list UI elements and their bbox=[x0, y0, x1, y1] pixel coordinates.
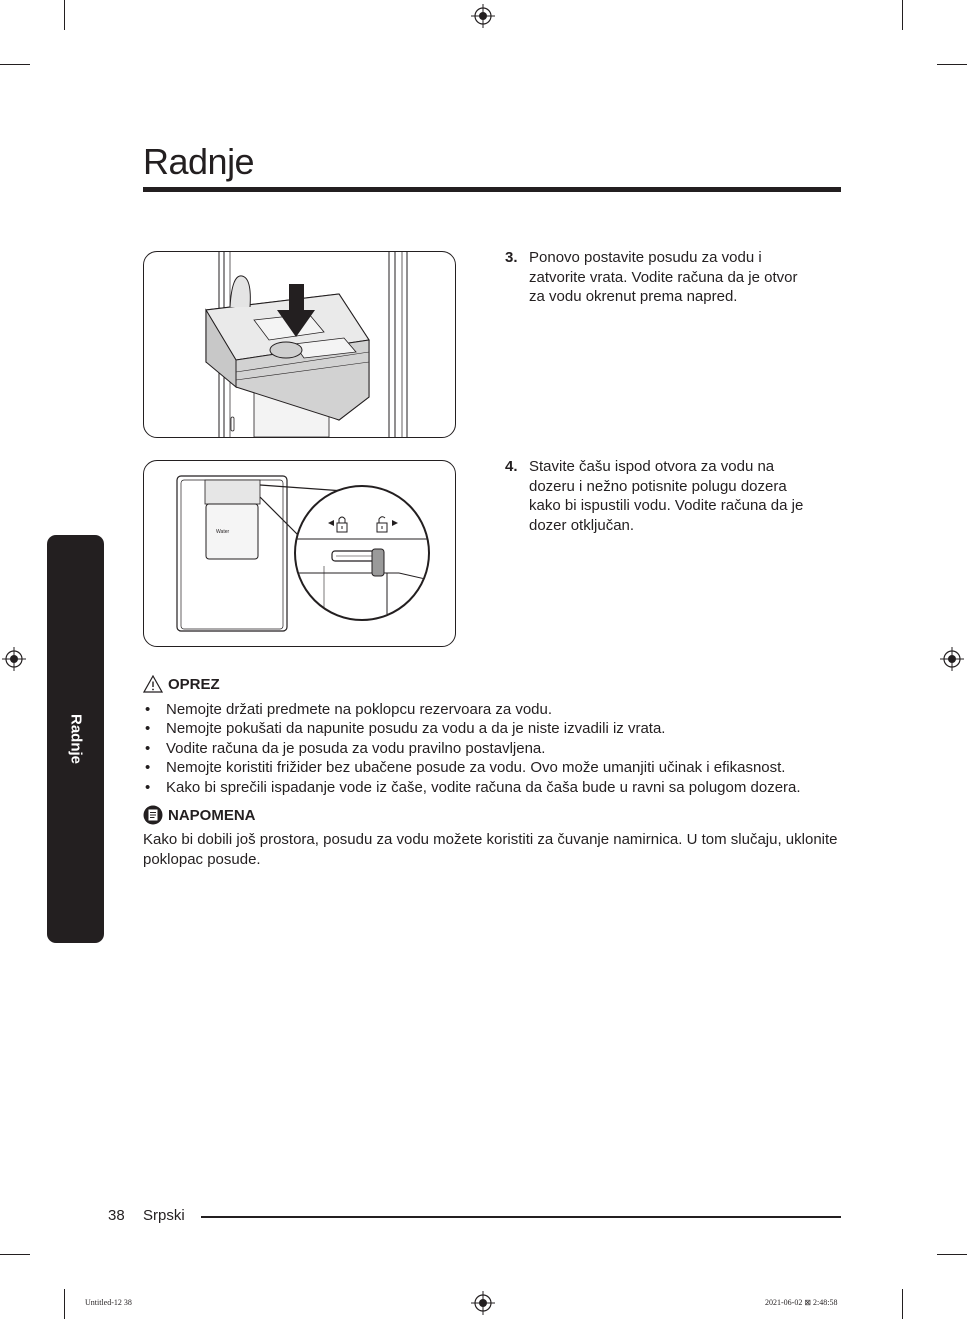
step-4 bbox=[505, 457, 810, 535]
list-item: • Nemojte koristiti frižider bez ubačene posude za vodu. Ovo može umanjiti učinak i efikasnost. bbox=[143, 758, 843, 777]
side-tab bbox=[47, 535, 104, 943]
step-text: Stavite čašu ispod otvora za vodu na dozeru i nežno potisnite polugu dozera kako bi ispustili vodu. Vodite računa da je dozer otključan. bbox=[529, 458, 804, 534]
caution-heading-label: OPREZ bbox=[168, 675, 220, 693]
list-item: • Kako bi sprečili ispadanje vode iz čaše, vodite računa da čaša bude u ravni sa polugom dozera. bbox=[143, 778, 843, 797]
registration-mark-icon bbox=[471, 1291, 495, 1315]
note-heading bbox=[143, 805, 256, 825]
title-rule bbox=[143, 187, 841, 192]
figure-water-tank-insert bbox=[143, 251, 456, 438]
footer-rule bbox=[201, 1216, 841, 1218]
registration-mark-icon bbox=[940, 647, 964, 671]
slug-left: Untitled-12 38 bbox=[85, 1298, 132, 1307]
page-title: Radnje bbox=[143, 141, 255, 182]
note-text: Kako bi dobili još prostora, posudu za vodu možete koristiti za čuvanje namirnica. U tom slučaju, uklonite poklopac posude. bbox=[143, 831, 838, 868]
step-number: 3. bbox=[505, 249, 518, 266]
caution-heading bbox=[143, 675, 220, 693]
caution-list bbox=[143, 700, 843, 797]
water-tank-illustration bbox=[144, 252, 455, 437]
warning-triangle-icon bbox=[143, 675, 163, 693]
list-item: • Nemojte pokušati da napunite posudu za vodu a da je niste izvadili iz vrata. bbox=[143, 719, 843, 738]
crop-mark bbox=[937, 64, 967, 65]
crop-mark bbox=[937, 1254, 967, 1255]
registration-mark-icon bbox=[2, 647, 26, 671]
step-3 bbox=[505, 248, 810, 307]
dispenser-label: Water bbox=[216, 529, 230, 535]
step-number: 4. bbox=[505, 458, 518, 475]
figure-dispenser-unlock bbox=[143, 460, 456, 647]
list-item: • Nemojte držati predmete na poklopcu rezervoara za vodu. bbox=[143, 700, 843, 719]
dispenser-illustration bbox=[144, 461, 455, 646]
side-tab-label: Radnje bbox=[67, 713, 84, 765]
crop-mark bbox=[902, 1289, 903, 1319]
note-heading-label: NAPOMENA bbox=[168, 806, 256, 824]
note-icon bbox=[143, 805, 163, 825]
crop-mark bbox=[0, 64, 30, 65]
slug-right: 2021-06-02 ⊠ 2:48:58 bbox=[765, 1298, 838, 1307]
crop-mark bbox=[902, 0, 903, 30]
crop-mark bbox=[64, 1289, 65, 1319]
crop-mark bbox=[64, 0, 65, 30]
list-item: • Vodite računa da je posuda za vodu pravilno postavljena. bbox=[143, 739, 843, 758]
page-number: 38 bbox=[108, 1207, 125, 1224]
step-text: Ponovo postavite posudu za vodu i zatvorite vrata. Vodite računa da je otvor za vodu okrenut prema napred. bbox=[529, 249, 798, 305]
crop-mark bbox=[0, 1254, 30, 1255]
registration-mark-icon bbox=[471, 4, 495, 28]
footer-language: Srpski bbox=[143, 1207, 185, 1224]
